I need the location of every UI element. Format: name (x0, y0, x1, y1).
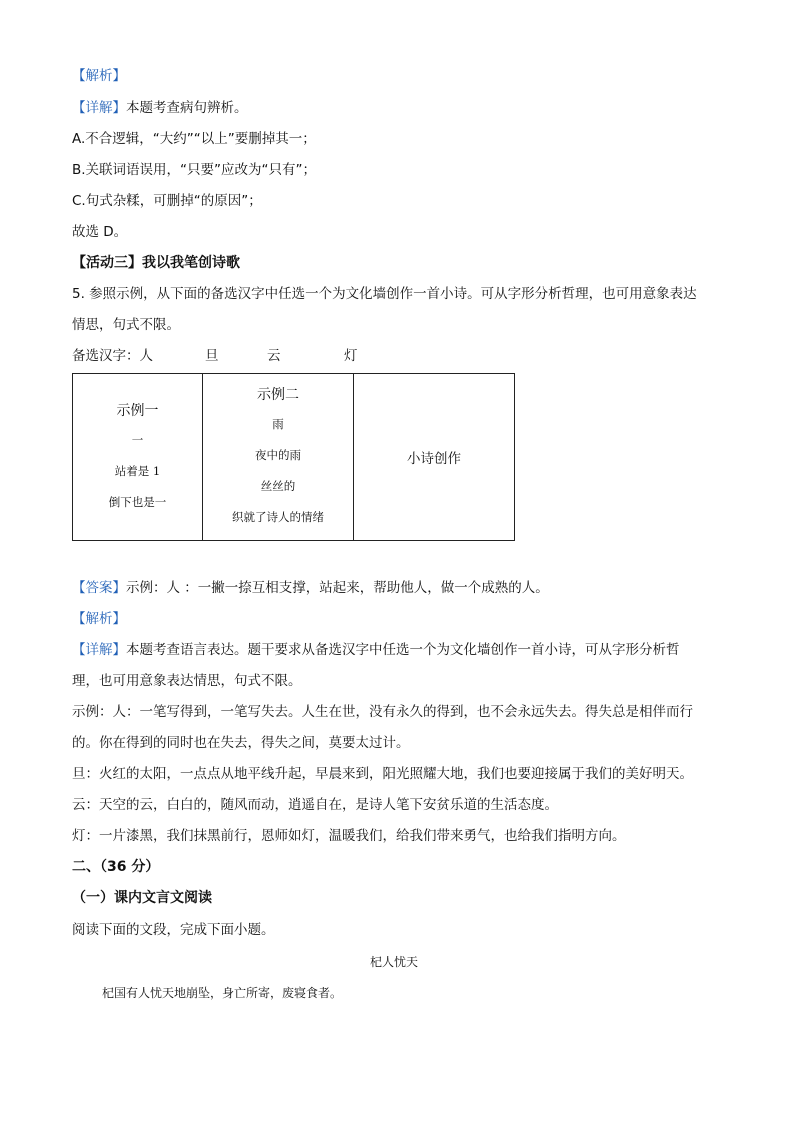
passage-title: 杞人忧天 (370, 955, 419, 969)
poem-creation-cell: 小诗创作 (354, 374, 515, 541)
detail-line (72, 98, 248, 118)
example-dan: 旦：火红的太阳，一点点从地平线升起，早晨来到，阳光照耀大地，我们也要迎接属于我们的美好明天。 (72, 766, 693, 782)
part-two-subheading: （一）课内文言文阅读 (72, 890, 212, 906)
detail-line-2 (72, 640, 680, 660)
example-ren-1: 示例：人：一笔写得到，一笔写失去。人生在世，没有永久的得到，也不会永远失去。得失总是相伴而行 (72, 704, 693, 720)
example-one-line: 倒下也是一 (108, 494, 167, 509)
answer-label: 【答案】 (72, 580, 126, 596)
question-5-stem-2: 情思，句式不限。 (72, 317, 180, 333)
option-char-dan: 旦 (205, 348, 219, 364)
option-char-deng: 灯 (344, 348, 358, 364)
example-two-line: 雨 (272, 417, 284, 431)
example-two-line: 丝丝的 (260, 479, 296, 493)
example-two-line: 织就了诗人的情绪 (232, 510, 324, 524)
example-one-title: 示例一 (116, 402, 159, 419)
part-two-heading: 二、（36 分） (72, 859, 160, 875)
analysis-label: 【解析】 (72, 68, 126, 84)
activity-title: 【活动三】我以我笔创诗歌 (72, 255, 240, 271)
detail-text-2-cont: 理，也可用意象表达情思，句式不限。 (72, 673, 302, 689)
option-a: A.不合逻辑，“大约”“以上”要删掉其一； (72, 131, 316, 147)
answer-choice: 故选 D。 (72, 224, 128, 240)
option-char-yun: 云 (267, 348, 281, 364)
analysis-label-2: 【解析】 (72, 611, 126, 627)
example-one-line: 站着是 1 (114, 463, 161, 478)
detail-text-2: 本题考查语言表达。题干要求从备选汉字中任选一个为文化墙创作一首小诗，可从字形分析哲 (126, 642, 680, 658)
example-two-cell (203, 374, 354, 541)
example-deng: 灯：一片漆黑，我们抹黑前行，恩师如灯，温暖我们，给我们带来勇气，也给我们指明方向。 (72, 828, 626, 844)
detail-text: 本题考查病句辨析。 (126, 100, 248, 116)
answer-5-line (72, 578, 549, 598)
example-table (72, 373, 515, 541)
option-c: C.句式杂糅，可删掉“的原因”； (72, 193, 262, 209)
question-5-stem-1: 5. 参照示例，从下面的备选汉字中任选一个为文化墙创作一首小诗。可从字形分析哲理，也可用意象表达 (72, 286, 697, 302)
example-yun: 云：天空的云，白白的，随风而动，逍遥自在，是诗人笔下安贫乐道的生活态度。 (72, 797, 558, 813)
example-one-line: 一 (131, 432, 144, 447)
detail-label-2: 【详解】 (72, 642, 126, 658)
example-ren-2: 的。你在得到的同时也在失去，得失之间，莫要太过计。 (72, 735, 410, 751)
example-two-line: 夜中的雨 (255, 448, 301, 462)
passage-text: 杞国有人忧天地崩坠，身亡所寄，废寝食者。 (102, 986, 343, 1000)
option-b: B.关联词语误用，“只要”应改为“只有”； (72, 162, 317, 178)
answer-text: 示例：人 ：一撇一捺互相支撑，站起来，帮助他人，做一个成熟的人。 (126, 580, 549, 596)
options-label: 备选汉字：人 (72, 348, 153, 364)
reading-instruction: 阅读下面的文段，完成下面小题。 (72, 922, 275, 938)
example-two-title: 示例二 (257, 387, 299, 403)
detail-label: 【详解】 (72, 100, 126, 116)
example-one-cell (73, 374, 203, 541)
